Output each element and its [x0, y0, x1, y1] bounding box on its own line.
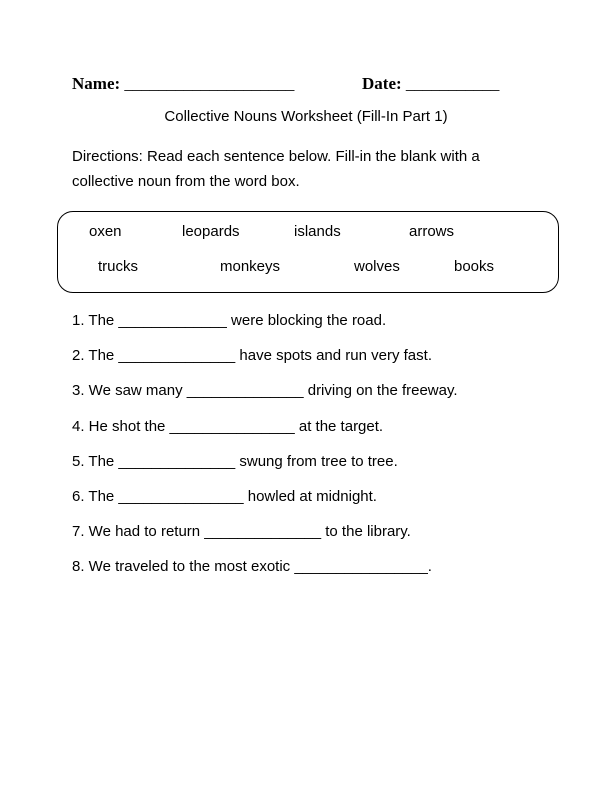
date-label: Date:	[362, 74, 402, 93]
directions-text: Directions: Read each sentence below. Fill-in the blank with a collective noun from the word box.	[72, 148, 480, 190]
sentence-item: 1. The _____________ were blocking the road.	[72, 312, 387, 329]
sentence-item: 3. We saw many ______________ driving on the freeway.	[72, 382, 458, 400]
word-box-word: arrows	[409, 223, 455, 240]
name-label: Name:	[72, 74, 121, 93]
date-blank: ___________	[405, 74, 500, 93]
sentence-item: 7. We had to return ______________ to the library.	[72, 523, 411, 541]
word-box-word: leopards	[182, 223, 240, 240]
sentence-list	[72, 311, 542, 593]
sentence-item: 2. The ______________ have spots and run very fast.	[72, 347, 432, 365]
word-box	[57, 211, 559, 293]
name-field	[72, 74, 294, 94]
word-box-word: books	[454, 258, 495, 275]
date-field	[362, 74, 499, 94]
word-box-word: oxen	[89, 223, 122, 240]
sentence-item: 5. The ______________ swung from tree to tree.	[72, 452, 398, 470]
word-box-word: wolves	[354, 258, 400, 275]
name-blank: ____________________	[124, 74, 295, 93]
worksheet-title: Collective Nouns Worksheet (Fill-In Part 1)	[164, 108, 448, 125]
word-box-word: trucks	[98, 258, 139, 275]
word-box-word: islands	[294, 223, 341, 240]
sentence-item: 6. The _______________ howled at midnight.	[72, 487, 377, 505]
word-box-word: monkeys	[220, 258, 281, 275]
sentence-item: 4. He shot the _______________ at the target.	[72, 417, 384, 435]
sentence-item: 8. We traveled to the most exotic ________________.	[72, 558, 432, 576]
